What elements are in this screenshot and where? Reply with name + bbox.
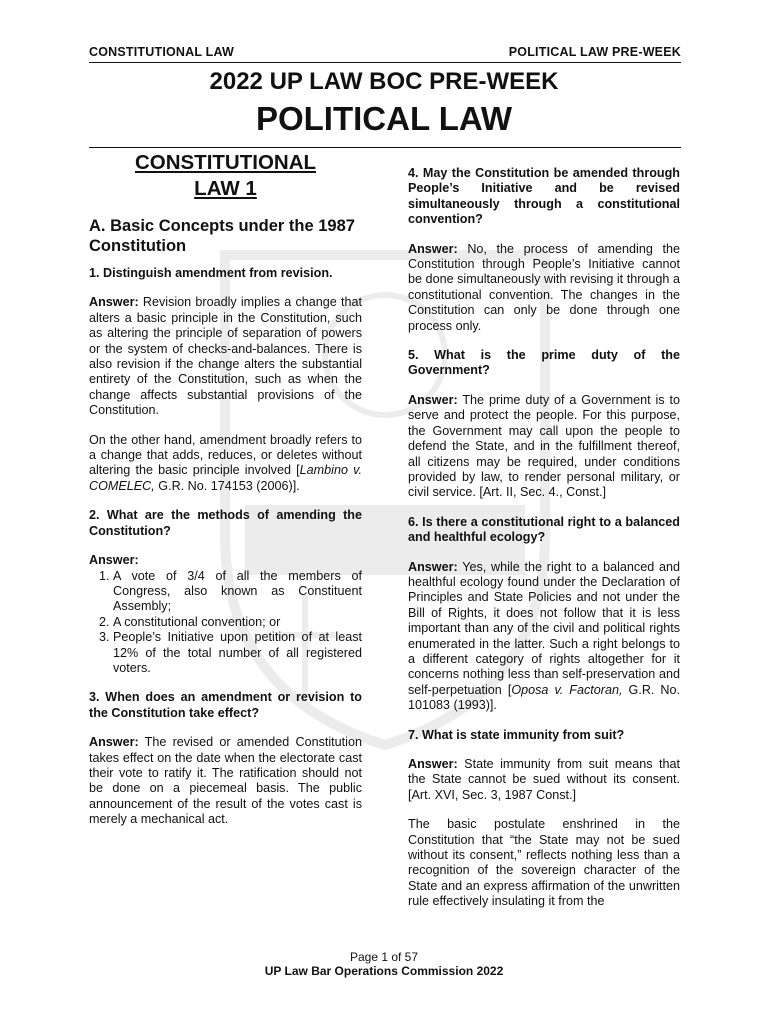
answer-4-text: No, the process of amending the Constitution through People’s Initiative cannot be done simultaneously with revising it through a constitutional convention. The changes in the Constitution can only be done through one process only.: [408, 241, 680, 333]
question-6: 6. Is there a constitutional right to a balanced and healthful ecology?: [408, 514, 680, 545]
subheading: A. Basic Concepts under the 1987 Constitution: [89, 217, 355, 255]
answer-7: [408, 757, 680, 803]
section-title-line2: LAW 1: [194, 177, 257, 200]
section-title: [89, 150, 362, 202]
answer-4: [408, 242, 680, 334]
footer-organization: UP Law Bar Operations Commission 2022: [264, 964, 504, 978]
answer-1-paragraph-2: [89, 433, 362, 495]
answer-label: Answer:: [89, 295, 139, 310]
answer-label: Answer:: [89, 735, 139, 750]
question-5: 5. What is the prime duty of the Government?: [408, 348, 680, 378]
amendment-methods-list: [89, 569, 362, 677]
answer-7-text: State immunity from suit means that the State cannot be sued without its consent. [Art. XVI, Sec. 3, 1987 Const.]: [408, 757, 680, 802]
answer-5-text: The prime duty of a Government is to serve and protect the people. For this purpose, the Government may call upon the people to defend the State, and in the fulfillment thereof, all citizens may be required, under conditions provided by law, to render personal military, or civil service. [Art. II, Sec. 4., Const.]: [408, 392, 680, 500]
header-divider: [89, 62, 681, 63]
right-column: [408, 166, 680, 910]
answer-5: [408, 393, 680, 501]
list-item: 3. People’s Initiative upon petition of at least 12% of the total number of all registered voters.: [113, 630, 362, 676]
question-4: 4. May the Constitution be amended through People’s Initiative and be revised simultaneously through a constitutional convention?: [408, 166, 680, 227]
answer-3: [89, 735, 362, 827]
answer-label: Answer:: [408, 392, 458, 407]
case-citation: Lambino v. COMELEC,: [89, 463, 363, 493]
answer-6: [408, 560, 680, 714]
header-right: POLITICAL LAW PRE-WEEK: [508, 45, 681, 59]
answer-3-text: The revised or amended Constitution takes effect on the date when the electorate cast their vote to ratify it. The ratification should not be done on a piecemeal basis. The public announcement of the result of the votes cast is merely a mechanical act.: [89, 735, 362, 827]
document-title: 2022 UP LAW BOC PRE-WEEK: [209, 68, 559, 95]
question-1: 1. Distinguish amendment from revision.: [89, 266, 333, 280]
answer-6-text: Yes, while the right to a balanced and healthful ecology found under the Declaration of Principles and State Policies and not under the Bill of Rights, it does not follow that it is less important than any of the civil and political rights enumerated in the latter. Such a right belongs to a different category of rights altogether for it concerns nothing less than self-preservation and self-perpetuation [: [408, 559, 680, 697]
header-left: CONSTITUTIONAL LAW: [89, 45, 235, 59]
case-citation: Oposa v. Factoran,: [511, 682, 623, 697]
answer-label: Answer:: [408, 559, 458, 574]
citation-number: G.R. No. 174153 (2006)].: [154, 478, 300, 493]
answer-label: Answer:: [89, 553, 139, 568]
answer-1-text: Revision broadly implies a change that alters a basic principle in the Constitution, such as altering the principle of separation of powers or the system of checks-and-balances. There is also revision if the change alters the substantial entirety of the Constitution, such as when the change affects substantial provisions of the Constitution.: [89, 295, 362, 418]
running-header: [89, 45, 681, 59]
title-divider: [89, 147, 681, 148]
list-item: 1. A vote of 3/4 of all the members of Congress, also known as Constituent Assembly;: [113, 569, 362, 615]
document-subject: POLITICAL LAW: [255, 100, 513, 137]
answer-1-p2-text: On the other hand, amendment broadly refers to a change that adds, reduces, or deletes without altering the basic principle involved [: [89, 432, 362, 478]
page-number: Page 1 of 57: [349, 950, 419, 964]
answer-label: Answer:: [408, 757, 458, 771]
answer-7-paragraph-2: The basic postulate enshrined in the Constitution that “the State may not be sued without its consent,” reflects nothing less than a recognition of the sovereign character of the State and an express affirmation of the unwritten rule effectively insulating it from the: [408, 817, 680, 909]
page-footer: [0, 950, 768, 978]
question-7: 7. What is state immunity from suit?: [408, 727, 625, 742]
answer-2: [89, 553, 362, 568]
question-3: 3. When does an amendment or revision to the Constitution take effect?: [89, 690, 362, 720]
question-2: 2. What are the methods of amending the Constitution?: [89, 508, 362, 538]
left-column: [89, 150, 362, 828]
list-item: 2. A constitutional convention; or: [113, 615, 362, 630]
answer-1: [89, 295, 362, 418]
answer-label: Answer:: [408, 241, 458, 256]
section-title-line1: CONSTITUTIONAL: [134, 151, 317, 174]
citation-number: G.R. No. 101083 (1993)].: [408, 682, 681, 713]
